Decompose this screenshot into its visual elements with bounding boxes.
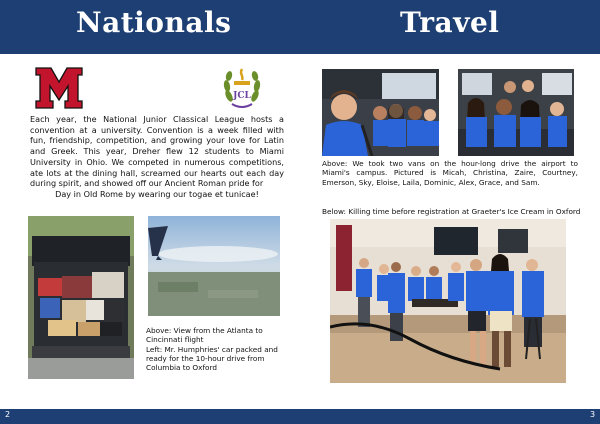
jcl-logo-text: JCL (233, 91, 251, 101)
page-number-left: 2 (5, 410, 11, 419)
jcl-laurel-logo (220, 64, 264, 110)
packed-car-photo (28, 216, 134, 379)
airplane-view-photo (148, 216, 280, 316)
nationals-body-last-line: Day in Old Rome by wearing our togae et tunicae! (55, 188, 259, 199)
van-group-photo (458, 69, 574, 156)
van-selfie-photo (322, 69, 439, 156)
car-caption: Left: Mr. Humphries' car packed and ready for the 10-hour drive from Columbia to Oxford (146, 344, 278, 373)
travel-title: Travel (400, 6, 500, 39)
footer-band (0, 409, 600, 424)
vans-caption: Above: We took two vans on the hour-long drive the airport to Miami's campus. Pictured is Micah, Christina, Zaire, Courtney, Emerson, Sky, Eloise, Laila, Dominic, Alex, Grace, and Sam. (322, 159, 578, 187)
atlanta-caption: Above: View from the Atlanta to Cincinnati flight (146, 326, 263, 345)
nationals-title: Nationals (76, 6, 232, 39)
nationals-body: Each year, the National Junior Classical League hosts a convention at a university. Convention is a week filled with fun, friendship, competition, and growing your love for Latin and Greek. This year, Dreher flew 12 students to Miami University in Ohio. We competed in numerous competitions, ate lots at the dining hall, screamed our hearts out each day during spirit, and showed off our Ancient Roman pride for (30, 114, 284, 189)
page-number-right: 3 (590, 410, 596, 419)
graeters-photo (330, 219, 566, 383)
flight-and-car-caption (146, 326, 286, 372)
graeters-caption: Below: Killing time before registration at Graeter's Ice Cream in Oxford (322, 207, 581, 216)
nationals-paragraph (30, 114, 284, 200)
miami-m-logo (34, 66, 84, 110)
